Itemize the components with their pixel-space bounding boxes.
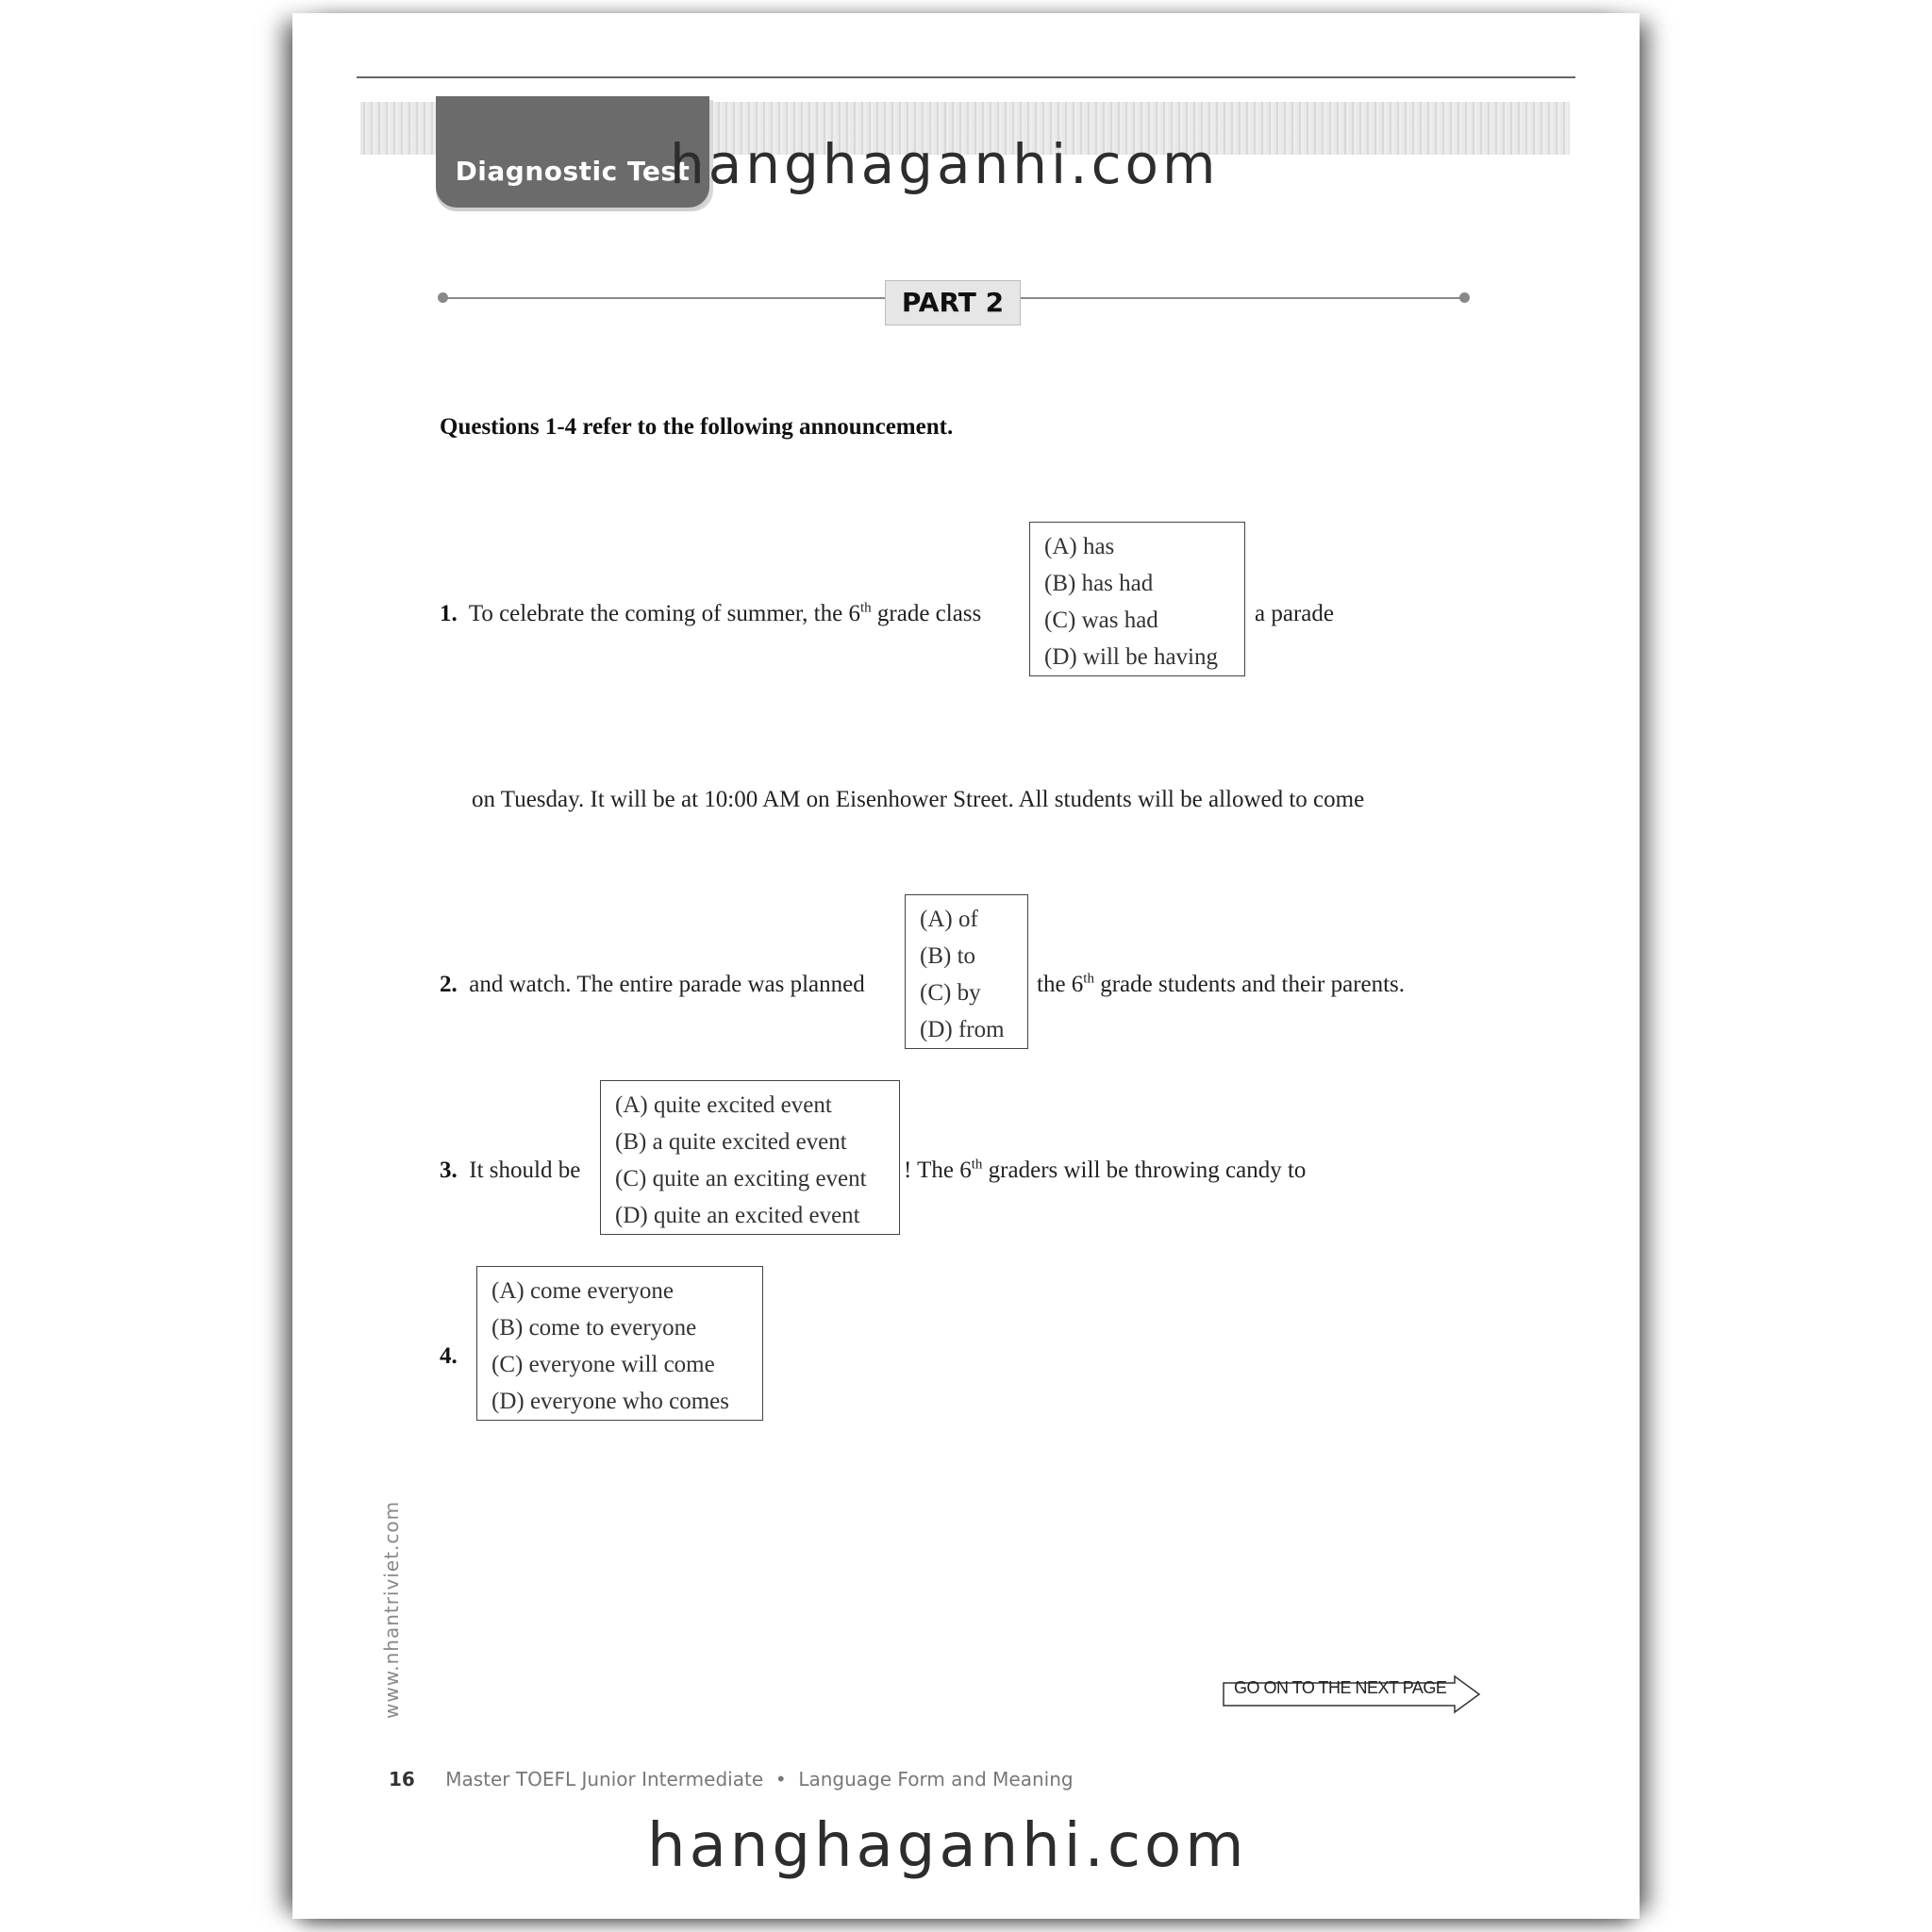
instructions: Questions 1-4 refer to the following announcement. — [440, 414, 954, 440]
question-3-after — [904, 1158, 1306, 1184]
watermark-bottom: hanghaganhi.com — [647, 1811, 1248, 1881]
footer — [389, 1768, 1074, 1790]
question-4-number: 4. — [440, 1343, 458, 1369]
q4-option-d[interactable]: (D) everyone who comes — [491, 1389, 729, 1414]
footer-book-title: Master TOEFL Junior Intermediate — [445, 1768, 764, 1790]
q2-option-c[interactable]: (C) by — [920, 980, 981, 1006]
footer-separator: • — [774, 1768, 787, 1790]
document-page — [292, 13, 1640, 1919]
next-page-label: GO ON TO THE NEXT PAGE — [1234, 1678, 1447, 1697]
question-2-sup: th — [1083, 971, 1094, 987]
q1-option-b[interactable]: (B) has had — [1044, 571, 1154, 596]
q2-option-d[interactable]: (D) from — [920, 1017, 1005, 1042]
q4-option-c[interactable]: (C) everyone will come — [491, 1352, 715, 1377]
part-label: PART 2 — [885, 280, 1021, 325]
question-2-options — [905, 894, 1028, 1049]
question-3-sup: th — [971, 1157, 983, 1173]
question-1-after: a parade — [1255, 601, 1334, 626]
question-1-number: 1. — [440, 601, 458, 626]
question-1-before2: grade class — [871, 601, 982, 626]
page-number: 16 — [389, 1768, 415, 1790]
question-1-sup: th — [859, 600, 872, 616]
question-3-text — [440, 1158, 580, 1184]
q3-option-a[interactable]: (A) quite excited event — [615, 1092, 832, 1118]
question-4-text — [440, 1343, 458, 1370]
question-3-number: 3. — [440, 1158, 458, 1183]
question-3-after2: graders will be throwing candy to — [982, 1158, 1307, 1183]
question-2-after1: the 6 — [1037, 972, 1084, 997]
question-2-number: 2. — [440, 972, 458, 997]
question-1-text — [440, 601, 981, 627]
q4-option-b[interactable]: (B) come to everyone — [491, 1315, 697, 1341]
question-3-options — [600, 1080, 900, 1235]
q1-option-d[interactable]: (D) will be having — [1044, 644, 1218, 670]
top-rule — [357, 76, 1575, 78]
section-tab — [436, 96, 709, 208]
next-page-arrow[interactable] — [1223, 1674, 1481, 1719]
q1-option-a[interactable]: (A) has — [1044, 534, 1115, 559]
q4-option-a[interactable]: (A) come everyone — [491, 1278, 674, 1304]
q2-option-b[interactable]: (B) to — [920, 943, 976, 969]
section-tab-label: Diagnostic Test — [455, 156, 691, 187]
question-3-after1: ! The 6 — [904, 1158, 972, 1183]
q3-option-d[interactable]: (D) quite an excited event — [615, 1203, 860, 1228]
q2-option-a[interactable]: (A) of — [920, 907, 978, 932]
question-1-options — [1029, 522, 1245, 676]
question-3-before: It should be — [469, 1158, 581, 1183]
watermark-top: hanghaganhi.com — [670, 132, 1220, 196]
divider-dot-right — [1459, 292, 1470, 303]
q1-option-c[interactable]: (C) was had — [1044, 608, 1158, 633]
side-url: www.nhantriviet.com — [380, 1500, 403, 1719]
q3-option-c[interactable]: (C) quite an exciting event — [615, 1166, 867, 1191]
footer-section: Language Form and Meaning — [798, 1768, 1074, 1790]
question-1-before: To celebrate the coming of summer, the 6 — [468, 601, 860, 626]
question-2-text — [440, 972, 865, 998]
continuation-text: on Tuesday. It will be at 10:00 AM on Eisenhower Street. All students will be allowed to come — [472, 787, 1365, 812]
q3-option-b[interactable]: (B) a quite excited event — [615, 1129, 847, 1155]
question-2-after2: grade students and their parents. — [1093, 972, 1406, 997]
question-2-after — [1037, 972, 1405, 998]
question-4-options — [476, 1266, 763, 1421]
question-2-before: and watch. The entire parade was planned — [469, 972, 865, 997]
divider-dot-left — [438, 292, 448, 303]
